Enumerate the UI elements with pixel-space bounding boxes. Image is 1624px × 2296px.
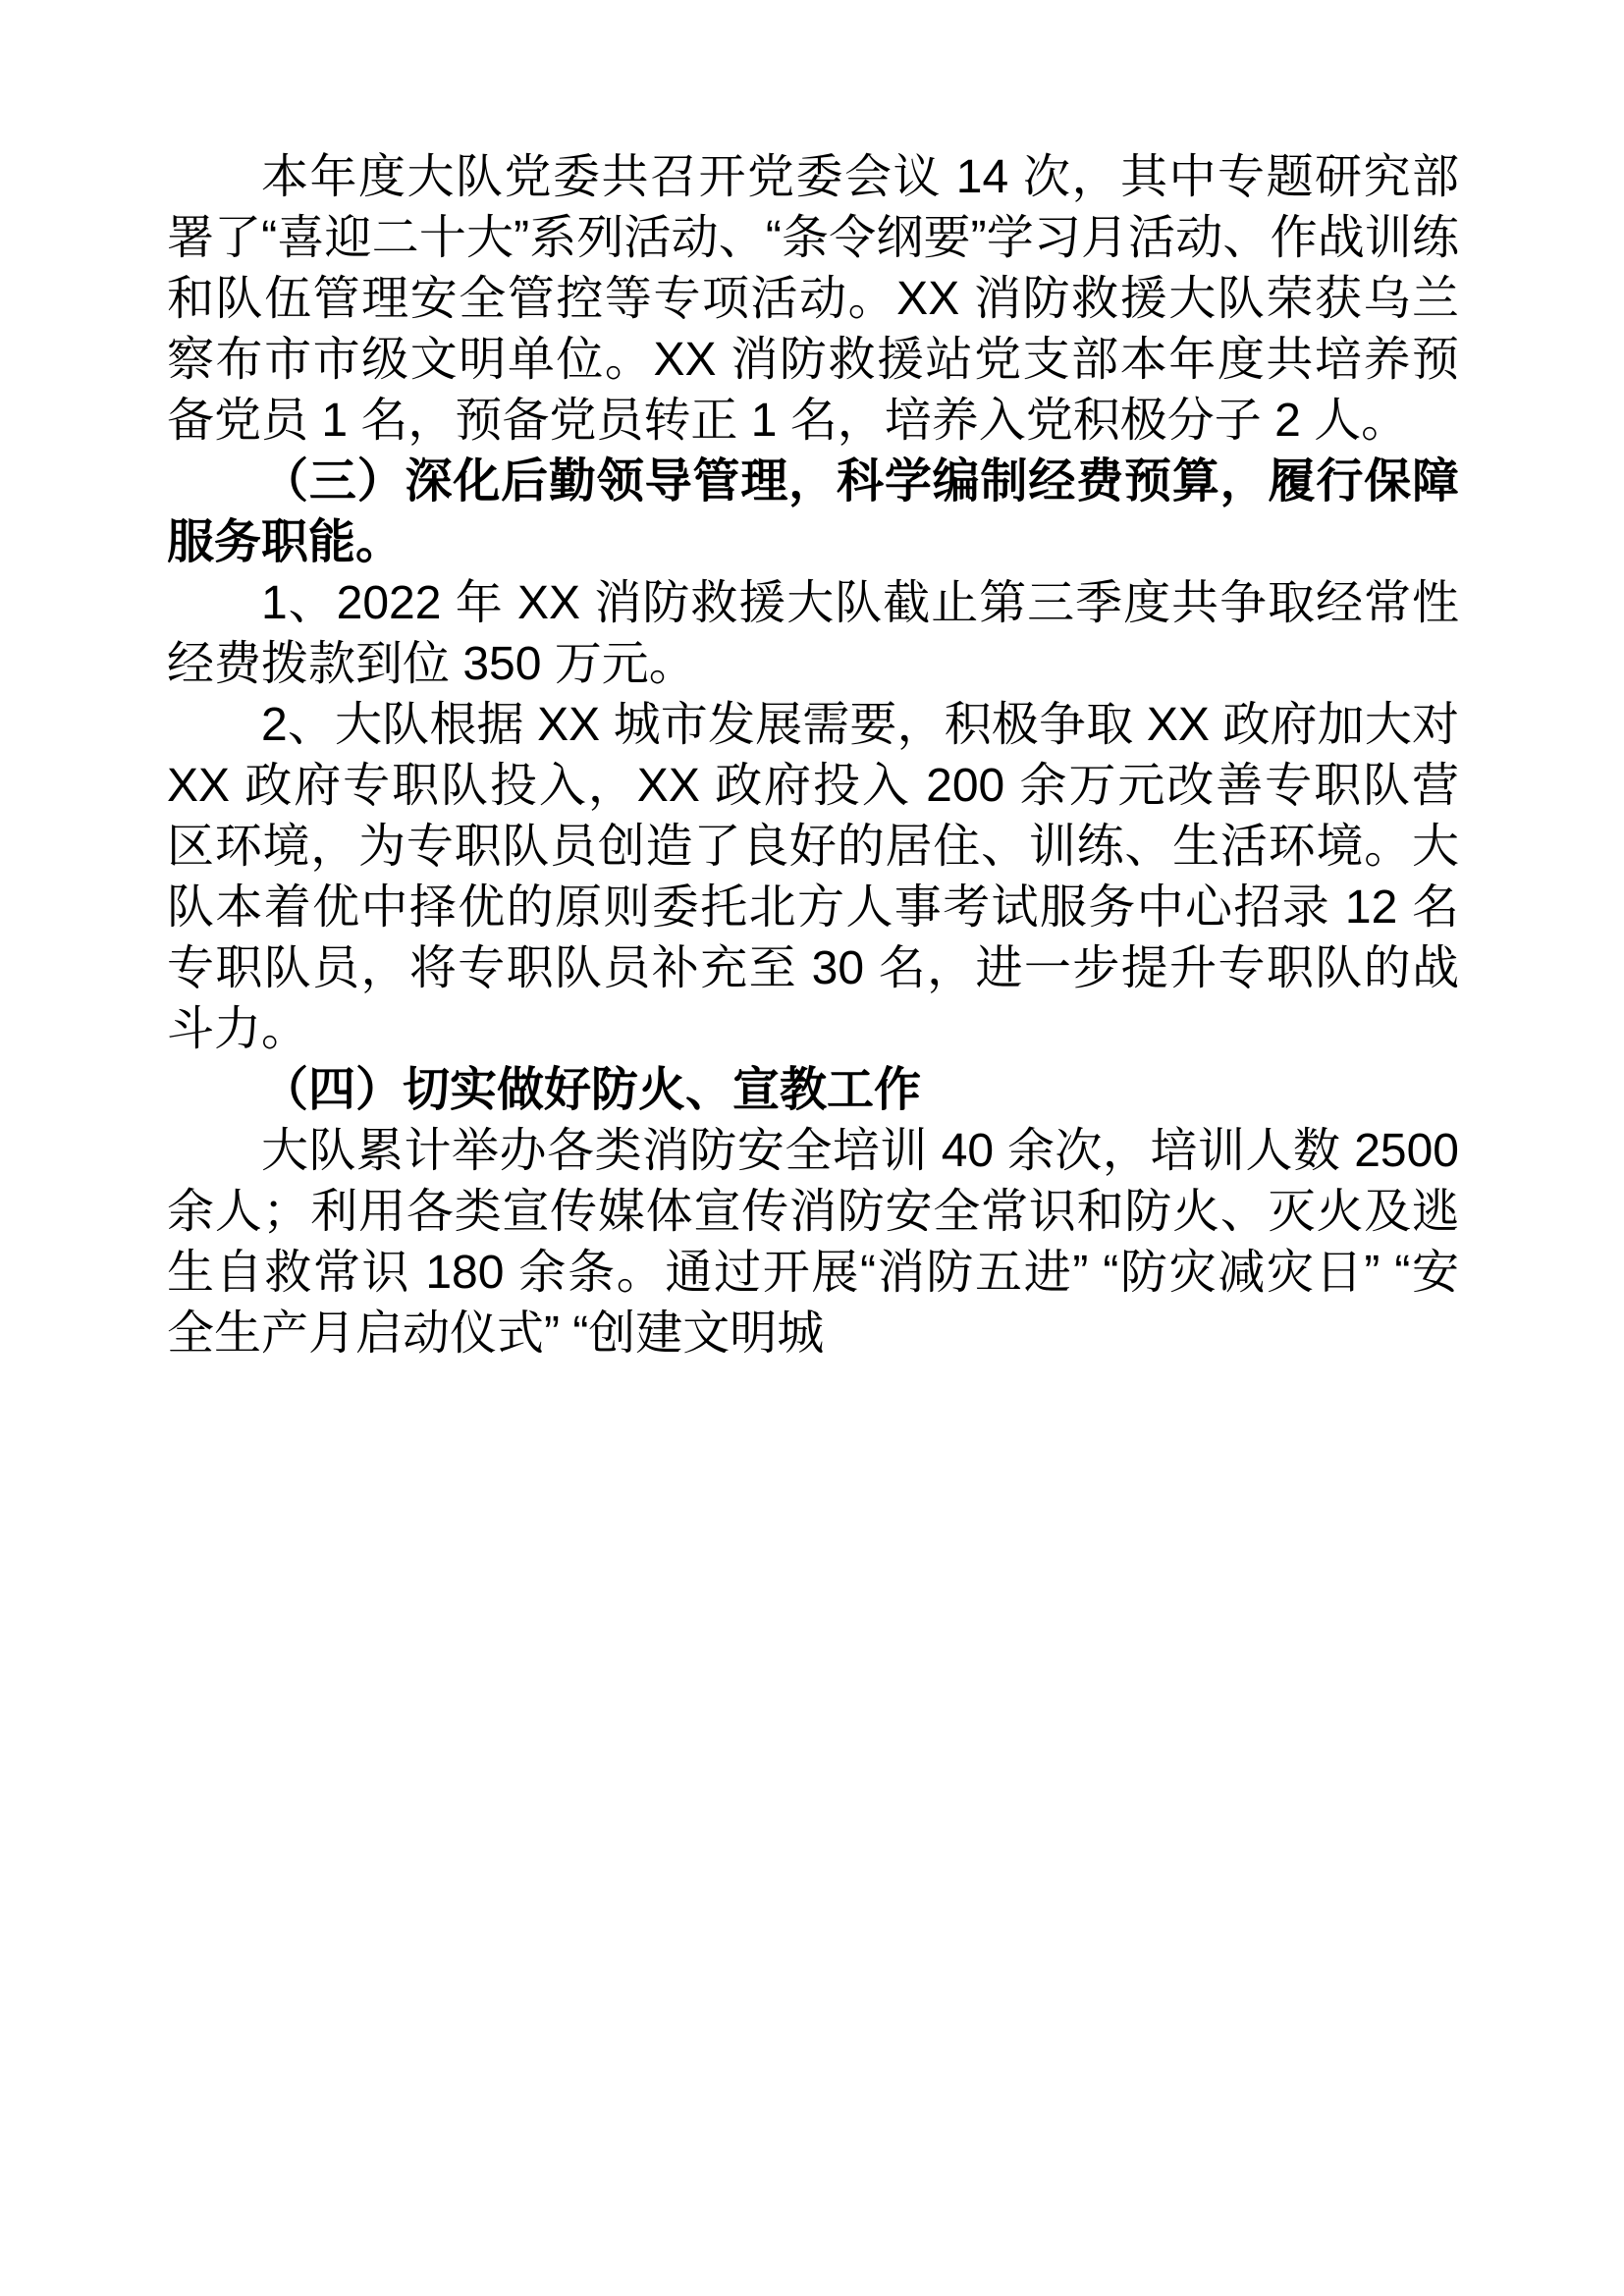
paragraph-party-committee: 本年度大队党委共召开党委会议 14 次，其中专题研究部署了“喜迎二十大”系列活动、“条令纲要”学习月活动、作战训练和队伍管理安全管控等专项活动。XX 消防救援大队荣获乌兰察布市市级文明单位。XX 消防救援站党支部本年度共培养预备党员 1 名，预备党员转正 1 名，培养入党积极分子 2 人。 (167, 151, 1459, 447)
paragraph-funding-item-1: 1、2022 年 XX 消防救援大队截止第三季度共争取经常性经费拨款到位 350 万元。 (167, 577, 1459, 690)
paragraph-fire-prevention-publicity: 大队累计举办各类消防安全培训 40 余次，培训人数 2500 余人；利用各类宣传媒体宣传消防安全常识和防火、灭火及逃生自救常识 180 余条。通过开展“消防五进” “防灾减灾日” “安全生产月启动仪式” “创建文明城 (167, 1125, 1459, 1360)
paragraph-funding-item-2: 2、大队根据 XX 城市发展需要，积极争取 XX 政府加大对 XX 政府专职队投入，XX 政府投入 200 余万元改善专职队营区环境，为专职队员创造了良好的居住、训练、生活环境。大队本着优中择优的原则委托北方人事考试服务中心招录 12 名专职队员，将专职队员补充至 30 名，进一步提升专职队的战斗力。 (167, 699, 1459, 1055)
section-heading-four: （四）切实做好防火、宣教工作 (261, 1064, 922, 1116)
section-heading-three: （三）深化后勤领导管理，科学编制经费预算，履行保障服务职能。 (167, 455, 1459, 568)
